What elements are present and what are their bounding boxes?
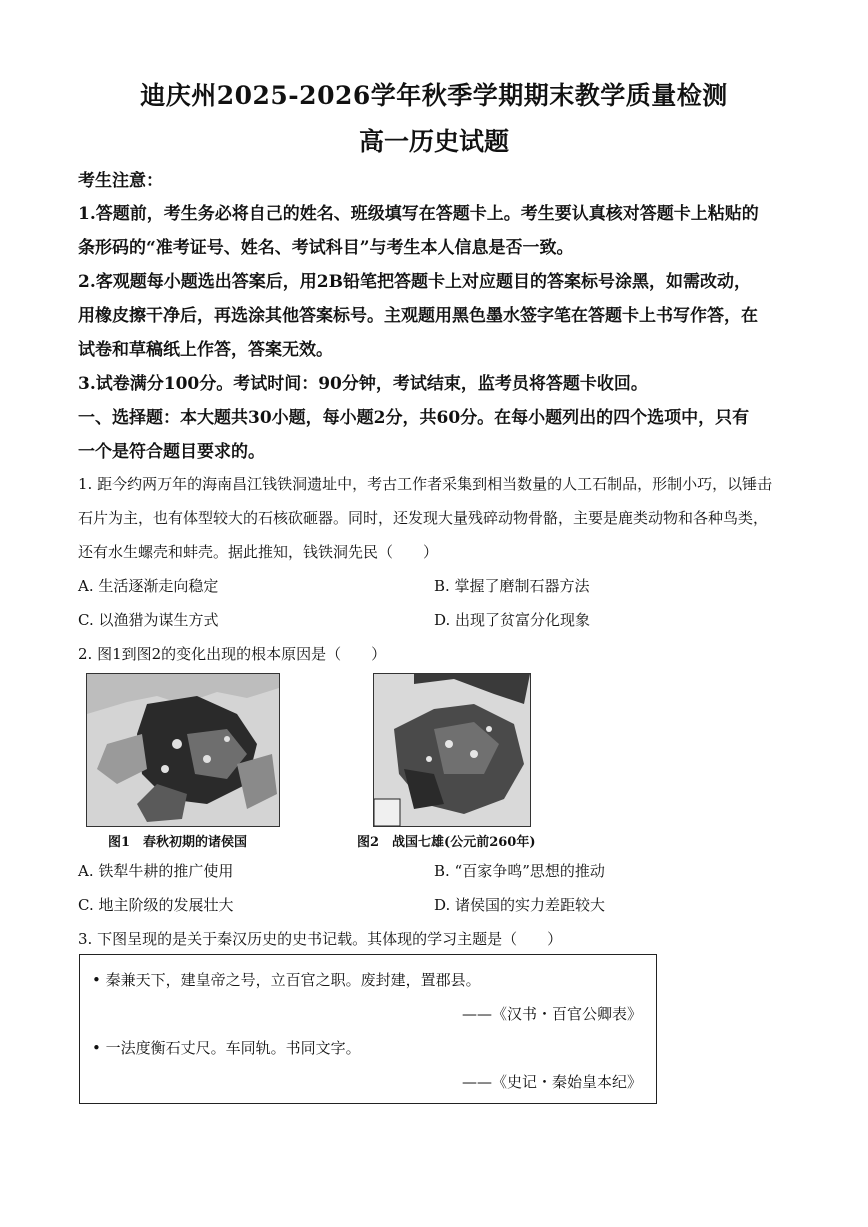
notice-line: 用橡皮擦干净后，再选涂其他答案标号。主观题用黑色墨水签字笔在答题卡上书写作答，在 xyxy=(78,306,758,326)
exam-subtitle: 高一历史试题 xyxy=(358,127,509,156)
notice-line: 条形码的“准考证号、姓名、考试科目”与考生本人信息是否一致。 xyxy=(78,238,574,258)
q2-option-d: D. 诸侯国的实力差距较大 xyxy=(434,896,606,914)
notice-line: 2.客观题每小题选出答案后，用2B铅笔把答题卡上对应题目的答案标号涂黑，如需改动， xyxy=(78,272,751,292)
section-heading: 一、选择题：本大题共30小题，每小题2分，共60分。在每小题列出的四个选项中，只有 xyxy=(78,408,750,428)
question-3-stem: 3. 下图呈现的是关于秦汉历史的史书记载。其体现的学习主题是（ ） xyxy=(78,930,563,948)
exam-title: 迪庆州2025-2026学年秋季学期期末教学质量检测 xyxy=(140,81,728,110)
notice-line: 试卷和草稿纸上作答，答案无效。 xyxy=(78,340,333,360)
question-2-stem: 2. 图1到图2的变化出现的根本原因是（ ） xyxy=(78,645,387,663)
q1-option-d: D. 出现了贫富分化现象 xyxy=(434,611,591,629)
question-1-stem: 还有水生螺壳和蚌壳。据此推知，钱铁洞先民（ ） xyxy=(78,543,439,561)
notice-heading: 考生注意： xyxy=(78,171,163,191)
q1-option-c: C. 以渔猎为谋生方式 xyxy=(78,611,219,629)
question-1-stem: 1. 距今约两万年的海南昌江钱铁洞遗址中，考古工作者采集到相当数量的人工石制品，形制小巧，以锤击 xyxy=(78,475,773,493)
quote-1-source: ——《汉书・百官公卿表》 xyxy=(461,1005,642,1023)
q2-option-c: C. 地主阶级的发展壮大 xyxy=(78,896,234,914)
figure-1-map xyxy=(86,673,280,827)
section-heading: 一个是符合题目要求的。 xyxy=(78,442,265,462)
notice-line: 3.试卷满分100分。考试时间：90分钟，考试结束，监考员将答题卡收回。 xyxy=(78,374,648,394)
quote-1: • 秦兼天下，建皇帝之号，立百官之职。废封建，置郡县。 xyxy=(92,971,481,989)
q2-option-b: B. “百家争鸣”思想的推动 xyxy=(434,862,605,880)
question-1-stem: 石片为主，也有体型较大的石核砍砸器。同时，还发现大量残碎动物骨骼，主要是鹿类动物和各种鸟类， xyxy=(78,509,769,527)
figure-2-map xyxy=(373,673,531,827)
notice-line: 1.答题前，考生务必将自己的姓名、班级填写在答题卡上。考生要认真核对答题卡上粘贴的 xyxy=(78,204,759,224)
q2-option-a: A. 铁犁牛耕的推广使用 xyxy=(78,862,234,880)
figure-1-caption: 图1 春秋初期的诸侯国 xyxy=(108,835,248,850)
quote-2: • 一法度衡石丈尺。车同轨。书同文字。 xyxy=(92,1039,361,1057)
q1-option-a: A. 生活逐渐走向稳定 xyxy=(78,577,219,595)
quote-box xyxy=(79,954,657,1104)
quote-2-source: ——《史记・秦始皇本纪》 xyxy=(461,1073,642,1091)
figure-2-caption: 图2 战国七雄(公元前260年) xyxy=(357,835,536,850)
q1-option-b: B. 掌握了磨制石器方法 xyxy=(434,577,590,595)
